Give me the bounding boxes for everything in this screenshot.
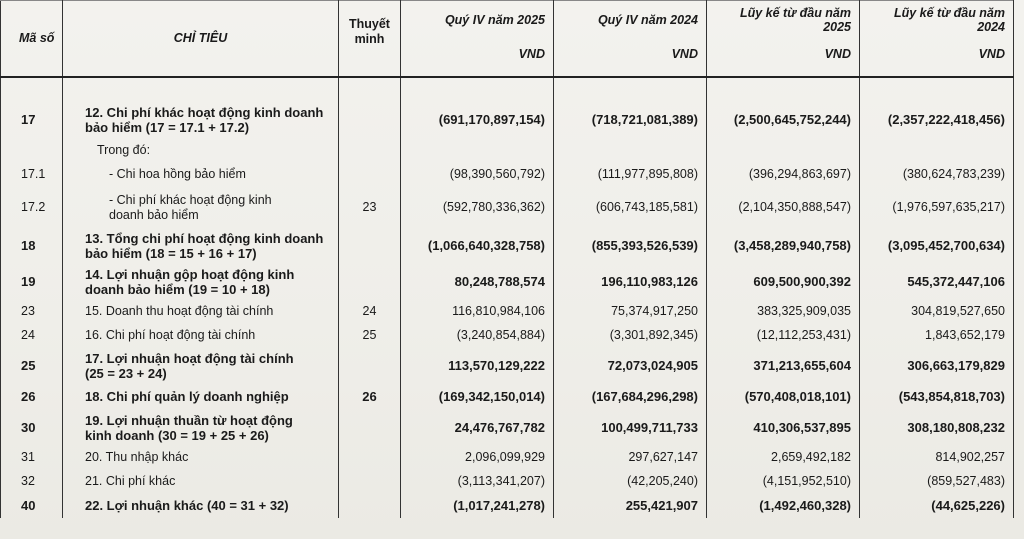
header-col3-title — [707, 1, 851, 39]
row-item-line1: 20. Thu nhập khác — [85, 450, 189, 464]
row-value-q4-2025: (169,342,150,014) — [401, 384, 554, 410]
row-value-ytd-2024: (380,624,783,239) — [860, 162, 1014, 188]
row-code: 25 — [1, 348, 63, 384]
row-value-ytd-2024: 306,663,179,829 — [860, 348, 1014, 384]
row-value-ytd-2025: 609,500,900,392 — [707, 264, 860, 300]
row-item — [63, 410, 339, 446]
header-note-line1: Thuyết — [349, 17, 390, 31]
row-value-ytd-2025: (2,500,645,752,244) — [707, 100, 860, 140]
row-item-line1: - Chi hoa hồng bảo hiểm — [109, 167, 246, 181]
row-value-q4-2024: 72,073,024,905 — [554, 348, 707, 384]
row-code: 24 — [1, 324, 63, 348]
table-row — [1, 384, 1014, 410]
row-item-line2: bảo hiểm (17 = 17.1 + 17.2) — [85, 119, 250, 135]
row-value-q4-2024: 255,421,907 — [554, 494, 707, 518]
table-header — [1, 1, 1014, 77]
row-value-q4-2024: 75,374,917,250 — [554, 300, 707, 324]
row-item-line2: doanh bảo hiểm (19 = 10 + 18) — [85, 281, 270, 297]
header-col2-title: Quý IV năm 2024 — [597, 13, 698, 27]
row-item-line2: (25 = 23 + 24) — [85, 365, 167, 381]
row-note: 25 — [339, 324, 401, 348]
row-code: 17.2 — [1, 188, 63, 228]
row-value-q4-2024: (42,205,240) — [554, 470, 707, 494]
row-value-ytd-2025: 383,325,909,035 — [707, 300, 860, 324]
row-item-line1: 14. Lợi nhuận gộp hoạt động kinh — [85, 266, 295, 282]
row-value-q4-2024: (718,721,081,389) — [554, 100, 707, 140]
row-code: 17.1 — [1, 162, 63, 188]
header-note-line2: minh — [354, 32, 385, 46]
row-code: 26 — [1, 384, 63, 410]
header-code: Mã số — [1, 1, 63, 77]
row-item-line1: 21. Chi phí khác — [85, 474, 176, 488]
row-note — [339, 228, 401, 264]
header-col3-line2: 2025 — [823, 20, 851, 34]
row-value-q4-2025: 113,570,129,222 — [401, 348, 554, 384]
header-col4-line1: Lũy kế từ đầu năm — [893, 6, 1005, 20]
row-note — [339, 446, 401, 470]
row-value-ytd-2025: (4,151,952,510) — [707, 470, 860, 494]
row-value-ytd-2024: 308,180,808,232 — [860, 410, 1014, 446]
table-row — [1, 470, 1014, 494]
row-value-q4-2025: (3,240,854,884) — [401, 324, 554, 348]
row-item — [63, 470, 339, 494]
row-value-q4-2025: (98,390,560,792) — [401, 162, 554, 188]
row-value-q4-2025: (691,170,897,154) — [401, 100, 554, 140]
header-col4 — [860, 1, 1014, 77]
row-code: 23 — [1, 300, 63, 324]
header-col3-unit: VND — [824, 47, 851, 61]
row-note — [339, 140, 401, 162]
row-item — [63, 100, 339, 140]
row-code: 30 — [1, 410, 63, 446]
spacer-row — [1, 77, 1014, 100]
row-value-ytd-2024: 545,372,447,106 — [860, 264, 1014, 300]
table-row — [1, 324, 1014, 348]
row-item-line1: 17. Lợi nhuận hoạt động tài chính — [85, 350, 294, 366]
row-value-ytd-2024: 814,902,257 — [860, 446, 1014, 470]
row-note: 24 — [339, 300, 401, 324]
header-col4-unit: VND — [978, 47, 1005, 61]
table-row — [1, 140, 1014, 162]
row-item-line1: 15. Doanh thu hoạt động tài chính — [85, 304, 274, 318]
header-col4-line2: 2024 — [977, 20, 1005, 34]
row-value-q4-2025: 2,096,099,929 — [401, 446, 554, 470]
row-value-q4-2024: (167,684,296,298) — [554, 384, 707, 410]
row-item — [63, 494, 339, 518]
row-value-q4-2024: (111,977,895,808) — [554, 162, 707, 188]
row-item-line2: kinh doanh (30 = 19 + 25 + 26) — [85, 427, 269, 443]
row-code: 32 — [1, 470, 63, 494]
table-row — [1, 100, 1014, 140]
header-col3-line1: Lũy kế từ đầu năm — [739, 6, 851, 20]
row-item-line1: - Chi phí khác hoạt động kinh — [109, 192, 272, 207]
row-note — [339, 470, 401, 494]
row-note — [339, 264, 401, 300]
header-col1 — [401, 1, 554, 77]
row-note — [339, 410, 401, 446]
row-value-ytd-2025: (570,408,018,101) — [707, 384, 860, 410]
row-item-line1: 13. Tổng chi phí hoạt động kinh doanh — [85, 230, 324, 246]
row-value-q4-2024: 297,627,147 — [554, 446, 707, 470]
row-note — [339, 348, 401, 384]
table-body — [1, 77, 1014, 518]
row-value-ytd-2024: (859,527,483) — [860, 470, 1014, 494]
row-note — [339, 100, 401, 140]
row-code — [1, 140, 63, 162]
row-value-ytd-2024: (44,625,226) — [860, 494, 1014, 518]
row-item-line1: 19. Lợi nhuận thuần từ hoạt động — [85, 412, 293, 428]
row-code: 18 — [1, 228, 63, 264]
row-value-ytd-2024: (543,854,818,703) — [860, 384, 1014, 410]
row-value-ytd-2024: (1,976,597,635,217) — [860, 188, 1014, 228]
header-item: CHỈ TIÊU — [63, 1, 339, 77]
row-item — [63, 228, 339, 264]
row-value-ytd-2025: 2,659,492,182 — [707, 446, 860, 470]
table-row — [1, 188, 1014, 228]
row-item — [63, 162, 339, 188]
row-value-ytd-2025: 371,213,655,604 — [707, 348, 860, 384]
row-item — [63, 264, 339, 300]
row-value-q4-2024: 196,110,983,126 — [554, 264, 707, 300]
table-row — [1, 300, 1014, 324]
row-value-ytd-2025 — [707, 140, 860, 162]
row-value-q4-2025: (592,780,336,362) — [401, 188, 554, 228]
row-value-q4-2025 — [401, 140, 554, 162]
row-code: 40 — [1, 494, 63, 518]
row-value-ytd-2024: 1,843,652,179 — [860, 324, 1014, 348]
row-value-q4-2025: 24,476,767,782 — [401, 410, 554, 446]
row-note: 26 — [339, 384, 401, 410]
table-row — [1, 348, 1014, 384]
row-item-line2: bảo hiểm (18 = 15 + 16 + 17) — [85, 245, 257, 261]
row-note — [339, 494, 401, 518]
row-item-line1: 12. Chi phí khác hoạt động kinh doanh — [85, 104, 324, 120]
row-item — [63, 188, 339, 228]
row-note: 23 — [339, 188, 401, 228]
row-item-line1: 18. Chi phí quản lý doanh nghiệp — [85, 389, 289, 404]
row-value-q4-2024: 100,499,711,733 — [554, 410, 707, 446]
row-item — [63, 300, 339, 324]
row-item-line1: Trong đó: — [97, 143, 151, 157]
row-item — [63, 446, 339, 470]
row-item — [63, 140, 339, 162]
row-value-q4-2025: (1,066,640,328,758) — [401, 228, 554, 264]
row-value-q4-2024: (855,393,526,539) — [554, 228, 707, 264]
row-value-ytd-2025: (396,294,863,697) — [707, 162, 860, 188]
row-value-q4-2024 — [554, 140, 707, 162]
row-value-q4-2024: (3,301,892,345) — [554, 324, 707, 348]
row-value-ytd-2025: (2,104,350,888,547) — [707, 188, 860, 228]
row-value-ytd-2024 — [860, 140, 1014, 162]
row-value-ytd-2024: 304,819,527,650 — [860, 300, 1014, 324]
header-col3 — [707, 1, 860, 77]
row-value-q4-2024: (606,743,185,581) — [554, 188, 707, 228]
row-note — [339, 162, 401, 188]
row-value-ytd-2025: (3,458,289,940,758) — [707, 228, 860, 264]
row-value-ytd-2025: (1,492,460,328) — [707, 494, 860, 518]
table-row — [1, 162, 1014, 188]
table-row — [1, 494, 1014, 518]
row-value-ytd-2025: (12,112,253,431) — [707, 324, 860, 348]
table-row — [1, 264, 1014, 300]
row-value-q4-2025: 116,810,984,106 — [401, 300, 554, 324]
table-row — [1, 410, 1014, 446]
row-item — [63, 324, 339, 348]
row-item — [63, 384, 339, 410]
row-value-q4-2025: (3,113,341,207) — [401, 470, 554, 494]
row-item-line1: 22. Lợi nhuận khác (40 = 31 + 32) — [85, 498, 289, 513]
row-code: 17 — [1, 100, 63, 140]
header-col1-title: Quý IV năm 2025 — [444, 13, 545, 27]
header-col4-title — [860, 1, 1005, 39]
row-item — [63, 348, 339, 384]
header-col2 — [554, 1, 707, 77]
header-col1-unit: VND — [518, 47, 545, 61]
row-value-ytd-2025: 410,306,537,895 — [707, 410, 860, 446]
row-code: 31 — [1, 446, 63, 470]
row-code: 19 — [1, 264, 63, 300]
row-item-line2: doanh bảo hiểm — [109, 207, 199, 222]
row-value-ytd-2024: (2,357,222,418,456) — [860, 100, 1014, 140]
row-item-line1: 16. Chi phí hoạt động tài chính — [85, 328, 256, 342]
row-value-ytd-2024: (3,095,452,700,634) — [860, 228, 1014, 264]
table-row — [1, 446, 1014, 470]
header-col2-unit: VND — [671, 47, 698, 61]
header-note — [339, 1, 401, 77]
row-value-q4-2025: 80,248,788,574 — [401, 264, 554, 300]
table-row — [1, 228, 1014, 264]
row-value-q4-2025: (1,017,241,278) — [401, 494, 554, 518]
